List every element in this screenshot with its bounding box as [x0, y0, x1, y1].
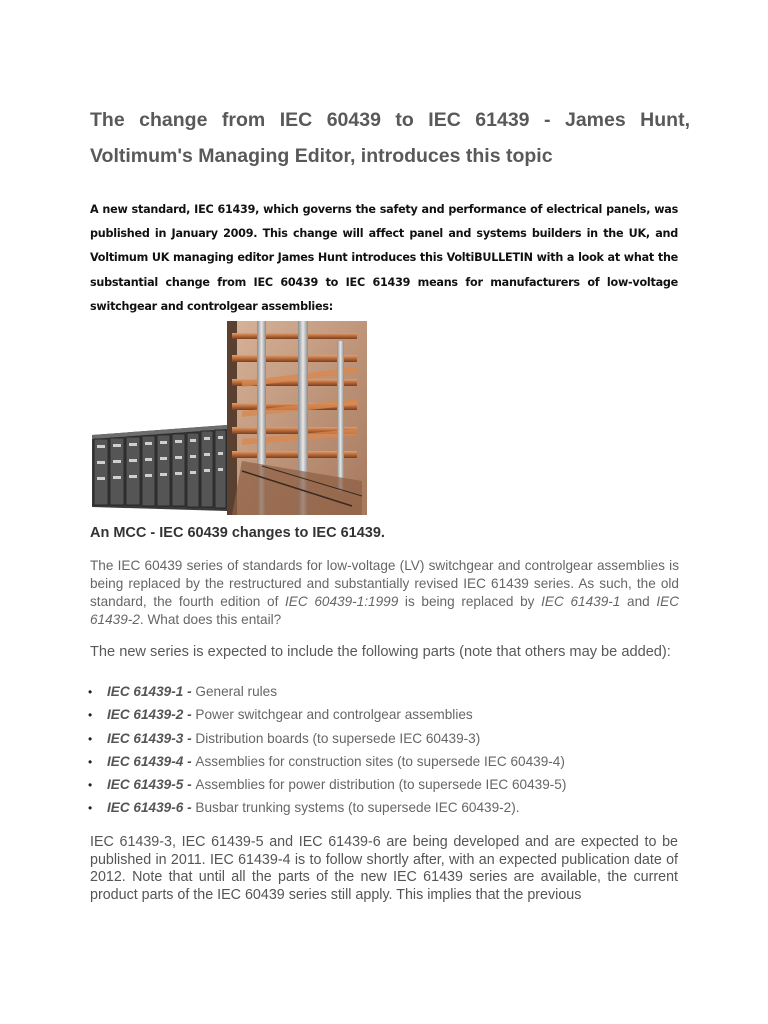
part-description: Assemblies for power distribution (to supersede IEC 60439-5) — [195, 777, 567, 793]
bullet-icon: • — [88, 801, 93, 816]
intro-paragraph: A new standard, IEC 61439, which governs the safety and performance of electrical panels, was published in January 2009. This change will affect panel and systems builders in the UK, and Voltimum UK managing editor James Hunt introduces this VoltiBULLETIN with a look at what the substantial change from IEC 60439 to IEC 61439 means for manufacturers of low-voltage switchgear and controlgear assemblies: — [90, 203, 678, 313]
standard-reference: IEC 61439-2 — [90, 594, 680, 627]
parts-list — [90, 682, 690, 822]
part-code: IEC 61439-2 - — [107, 707, 196, 723]
bullet-icon: • — [88, 708, 93, 723]
body-paragraph-timeline: IEC 61439-3, IEC 61439-5 and IEC 61439-6 are being developed and are expected to be published in 2011. IEC 61439-4 is to follow shortly after, with an expected publication date of 2012. Note that until all the parts of the new IEC 61439 series are available, the current product parts of the IEC 60439 series still apply. This implies that the previous — [90, 834, 678, 903]
mcc-photo — [92, 321, 367, 515]
list-item — [90, 798, 690, 821]
para1-text-c: and — [620, 594, 657, 609]
body-paragraph-standards — [90, 557, 679, 629]
list-item — [90, 729, 690, 752]
part-code: IEC 61439-6 - — [107, 800, 196, 816]
standard-reference: IEC 61439-1 — [541, 594, 621, 609]
part-description: General rules — [195, 684, 278, 699]
bullet-icon: • — [88, 731, 93, 746]
standard-reference: IEC 60439-1:1999 — [285, 594, 399, 609]
part-code: IEC 61439-3 - — [107, 730, 196, 746]
list-item — [90, 775, 690, 798]
mcc-cabinets-image — [92, 425, 227, 511]
part-code: IEC 61439-5 - — [107, 777, 196, 793]
list-item — [90, 752, 690, 775]
article-title: The change from IEC 60439 to IEC 61439 - James Hunt, Voltimum's Managing Editor, introduces this topic — [90, 109, 690, 167]
bullet-icon: • — [88, 754, 93, 769]
list-item — [90, 682, 690, 705]
mcc-photo-illustration — [92, 321, 367, 515]
part-description: Assemblies for construction sites (to supersede IEC 60439-4) — [195, 753, 565, 769]
para1-text-d: . What does this entail? — [139, 612, 282, 627]
part-code: IEC 61439-4 - — [107, 753, 196, 769]
list-item — [90, 705, 690, 728]
part-description: Distribution boards (to supersede IEC 60439-3) — [195, 730, 481, 746]
busbar-interior-image — [227, 321, 367, 515]
body-paragraph-parts-intro: The new series is expected to include the following parts (note that others may be added): — [90, 644, 671, 660]
part-description: Power switchgear and controlgear assemblies — [195, 707, 473, 723]
part-description: Busbar trunking systems (to supersede IEC 60439-2). — [195, 800, 520, 816]
part-code: IEC 61439-1 - — [107, 684, 196, 699]
para1-text-a: The IEC 60439 series of standards for low-voltage (LV) switchgear and controlgear assemblies is being replaced by the restructured and substantially revised IEC 61439 series. As such, the old standard, the fourth edition of — [90, 558, 679, 609]
figure-caption: An MCC - IEC 60439 changes to IEC 61439. — [90, 525, 385, 541]
para1-text-b: is being replaced by — [398, 594, 542, 609]
bullet-icon: • — [88, 685, 93, 699]
bullet-icon: • — [88, 778, 93, 793]
